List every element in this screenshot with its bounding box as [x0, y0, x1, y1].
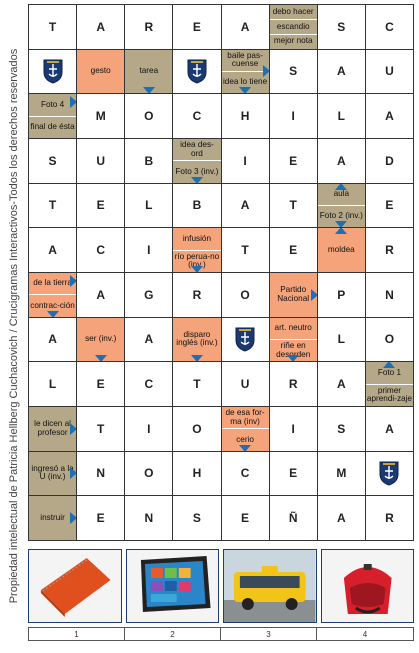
grid-letter-cell: D: [366, 139, 414, 184]
clue-text: le dicen al profesor: [34, 419, 71, 437]
clue-cell: [29, 496, 77, 541]
grid-letter-cell: E: [270, 139, 318, 184]
arrow-down-icon: [287, 355, 299, 362]
arrow-up-icon: [383, 362, 395, 368]
grid-letter-cell: A: [222, 5, 270, 50]
clue-cell: [222, 50, 270, 95]
photo-number-3: 3: [221, 628, 317, 640]
clue-cell: [173, 139, 221, 184]
clue-text: Foto 2 (inv.): [318, 205, 365, 227]
clue-cell: [173, 228, 221, 273]
arrow-up-icon: [335, 228, 347, 234]
clue-text: río perua-no (inv.): [173, 250, 220, 272]
clue-text: idea des-ord: [180, 140, 214, 158]
clue-text: cerio: [222, 428, 269, 450]
clue-text: ingresó a la U (inv.): [31, 463, 74, 482]
photo-backpack: [321, 549, 415, 623]
clue-text: idea lo tiene: [222, 71, 269, 93]
grid-letter-cell: S: [173, 496, 221, 541]
grid-letter-cell: S: [29, 139, 77, 184]
clue-text: Foto 3 (inv.): [173, 160, 220, 182]
arrow-down-icon: [239, 87, 251, 94]
grid-letter-cell: A: [318, 139, 366, 184]
photo-number-4: 4: [362, 629, 368, 639]
grid-letter-cell: T: [173, 362, 221, 407]
arrow-right-icon: [263, 65, 270, 77]
clue-text: tarea: [139, 66, 159, 76]
grid-letter-cell: A: [29, 318, 77, 363]
grid-letter-cell: L: [318, 318, 366, 363]
clue-text: baile pas-cuense: [227, 50, 263, 69]
clue-text: art. neutro: [274, 323, 312, 333]
clue-cell: [77, 50, 125, 95]
grid-letter-cell: A: [77, 5, 125, 50]
grid-letter-cell: L: [318, 94, 366, 139]
photo-notebook: [28, 549, 122, 623]
grid-letter-cell: T: [77, 407, 125, 452]
photo-number-row: [28, 627, 414, 641]
clue-text: disparo inglés (inv.): [176, 329, 218, 348]
clue-cell: [77, 318, 125, 363]
grid-letter-cell: M: [318, 452, 366, 497]
grid-letter-cell: A: [366, 407, 414, 452]
crest-icon: [41, 57, 65, 85]
arrow-down-icon: [191, 266, 203, 273]
grid-letter-cell: I: [270, 94, 318, 139]
grid-letter-cell: N: [125, 496, 173, 541]
arrow-down-icon: [239, 445, 251, 452]
arrow-right-icon: [311, 289, 318, 301]
grid-letter-cell: H: [173, 452, 221, 497]
grid-letter-cell: I: [125, 407, 173, 452]
grid-letter-cell: O: [125, 452, 173, 497]
arrow-right-icon: [70, 275, 77, 287]
crest-icon-cell: [366, 452, 414, 497]
grid-letter-cell: H: [222, 94, 270, 139]
grid-letter-cell: A: [318, 50, 366, 95]
clue-text: escandio: [270, 19, 317, 34]
grid-letter-cell: E: [77, 362, 125, 407]
clue-text: riñe en desorden: [270, 339, 317, 361]
crest-icon-cell: [222, 318, 270, 363]
grid-letter-cell: R: [270, 362, 318, 407]
photo-taxi: [223, 549, 317, 623]
grid-letter-cell: E: [222, 496, 270, 541]
clue-text: de la tierra: [33, 278, 72, 288]
grid-letter-cell: O: [173, 407, 221, 452]
grid-letter-cell: R: [125, 5, 173, 50]
grid-letter-cell: N: [77, 452, 125, 497]
clue-cell: [270, 5, 318, 50]
grid-letter-cell: A: [77, 273, 125, 318]
clue-cell: [29, 94, 77, 139]
grid-letter-cell: E: [77, 496, 125, 541]
clue-cell: [173, 318, 221, 363]
grid-letter-cell: E: [173, 5, 221, 50]
grid-letter-cell: L: [29, 362, 77, 407]
grid-letter-cell: I: [222, 139, 270, 184]
grid-letter-cell: G: [125, 273, 173, 318]
clue-text: infusión: [182, 233, 212, 243]
grid-letter-cell: S: [318, 407, 366, 452]
clue-text: mejor nota: [270, 34, 317, 49]
grid-letter-cell: U: [222, 362, 270, 407]
clue-cell: [270, 318, 318, 363]
grid-letter-cell: E: [77, 184, 125, 229]
clue-text: ser (inv.): [85, 334, 117, 344]
grid-letter-cell: P: [318, 273, 366, 318]
arrow-down-icon: [191, 177, 203, 184]
clue-cell: [29, 273, 77, 318]
grid-letter-cell: R: [173, 273, 221, 318]
grid-letter-cell: C: [77, 228, 125, 273]
photo-tablet: [126, 549, 220, 623]
grid-letter-cell: C: [366, 5, 414, 50]
grid-letter-cell: B: [125, 139, 173, 184]
arrow-right-icon: [70, 467, 77, 479]
photo-number-2: 2: [125, 628, 221, 640]
grid-letter-cell: A: [366, 94, 414, 139]
grid-letter-cell: O: [125, 94, 173, 139]
clue-text: Partido Nacional: [277, 285, 310, 303]
grid-letter-cell: T: [29, 184, 77, 229]
copyright-text: Propiedad intelectual de Patricia Hellberg Cuchacovich / Crucigramas Interactivos-Todos los derechos reservados: [8, 48, 20, 604]
clue-cell: [318, 184, 366, 229]
arrow-right-icon: [70, 423, 77, 435]
clue-text: Foto 4: [40, 99, 65, 109]
grid-letter-cell: M: [77, 94, 125, 139]
grid-letter-cell: E: [366, 184, 414, 229]
clue-text: moldea: [327, 244, 355, 254]
crest-icon: [377, 459, 401, 487]
arrow-down-icon: [335, 221, 347, 228]
grid-letter-cell: T: [270, 184, 318, 229]
grid-letter-cell: A: [318, 496, 366, 541]
grid-letter-cell: A: [222, 184, 270, 229]
grid-letter-cell: S: [318, 5, 366, 50]
clue-text: gesto: [90, 66, 111, 76]
clue-cell: [125, 50, 173, 95]
grid-letter-cell: S: [270, 50, 318, 95]
grid-letter-cell: B: [173, 184, 221, 229]
clue-text: instruir: [40, 512, 65, 522]
arrow-down-icon: [47, 311, 59, 318]
clue-cell: [29, 407, 77, 452]
grid-letter-cell: O: [222, 273, 270, 318]
grid-letter-cell: A: [29, 228, 77, 273]
grid-letter-cell: E: [270, 228, 318, 273]
photo-number-1: 1: [29, 628, 125, 640]
grid-letter-cell: A: [125, 318, 173, 363]
crest-icon-cell: [173, 50, 221, 95]
grid-letter-cell: N: [366, 273, 414, 318]
crest-icon-cell: [29, 50, 77, 95]
photo-strip: [28, 549, 414, 623]
grid-letter-cell: L: [125, 184, 173, 229]
clue-text: debo hacer: [272, 6, 314, 16]
grid-letter-cell: Ñ: [270, 496, 318, 541]
clue-cell: [366, 362, 414, 407]
grid-letter-cell: U: [366, 50, 414, 95]
crossword-grid: [28, 4, 414, 541]
grid-letter-cell: I: [125, 228, 173, 273]
clue-text: primer aprendi-zaje: [366, 384, 413, 406]
grid-letter-cell: C: [222, 452, 270, 497]
grid-letter-cell: R: [366, 228, 414, 273]
clue-text: contrac-ción: [29, 294, 76, 316]
crest-icon: [185, 57, 209, 85]
arrow-right-icon: [70, 512, 77, 524]
clue-text: final de ésta: [29, 116, 76, 138]
clue-cell: [222, 407, 270, 452]
clue-text: Foto 1: [377, 367, 402, 377]
grid-letter-cell: E: [270, 452, 318, 497]
grid-letter-cell: A: [318, 362, 366, 407]
clue-cell: [29, 452, 77, 497]
grid-letter-cell: T: [222, 228, 270, 273]
arrow-down-icon: [95, 355, 107, 362]
clue-cell: [270, 273, 318, 318]
grid-letter-cell: U: [77, 139, 125, 184]
grid-letter-cell: T: [29, 5, 77, 50]
arrow-down-icon: [191, 355, 203, 362]
clue-text: de esa for-ma (inv): [225, 408, 265, 426]
arrow-down-icon: [143, 87, 155, 94]
clue-cell: [318, 228, 366, 273]
grid-letter-cell: R: [366, 496, 414, 541]
copyright-sidebar: [0, 0, 28, 653]
crest-icon: [233, 325, 257, 353]
grid-letter-cell: I: [270, 407, 318, 452]
grid-letter-cell: C: [125, 362, 173, 407]
arrow-right-icon: [70, 96, 77, 108]
arrow-up-icon: [335, 184, 347, 190]
grid-letter-cell: C: [173, 94, 221, 139]
clue-text: aula: [333, 189, 350, 199]
grid-letter-cell: O: [366, 318, 414, 363]
